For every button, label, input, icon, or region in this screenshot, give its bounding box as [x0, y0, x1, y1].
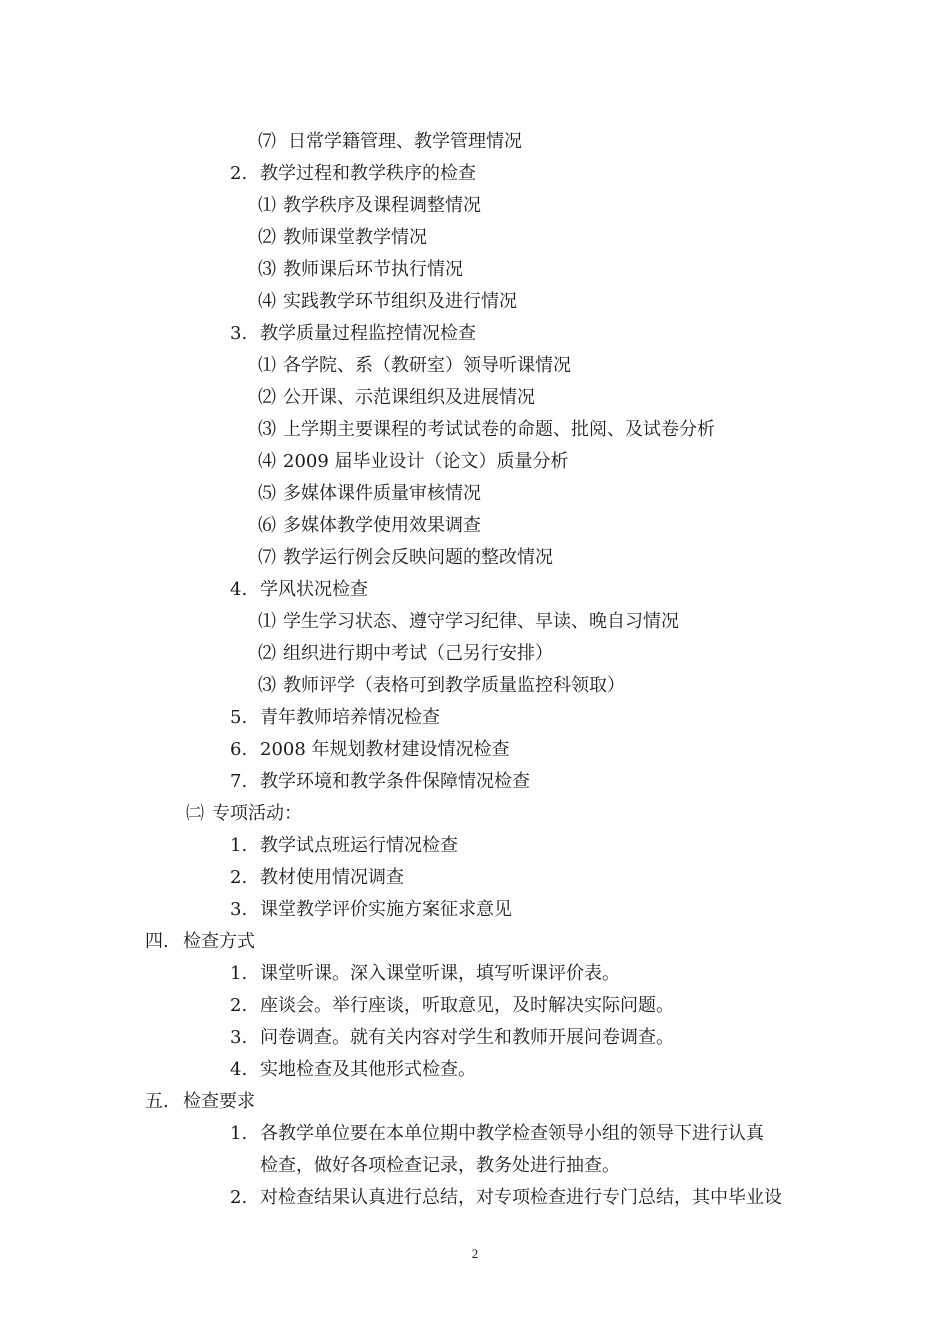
item-text: 公开课、示范课组织及进展情况	[283, 387, 535, 408]
item-text: 课堂听课。深入课堂听课，填写听课评价表。	[260, 963, 620, 984]
item-marker: 五.	[145, 1091, 169, 1112]
item-text: 2009 届毕业设计（论文）质量分析	[283, 451, 569, 472]
item-text: 问卷调查。就有关内容对学生和教师开展问卷调查。	[260, 1027, 674, 1048]
item-text: 教师课后环节执行情况	[283, 259, 463, 280]
item-marker: 2.	[230, 995, 248, 1016]
item-marker: ⑶	[258, 419, 276, 440]
item-text: 实地检查及其他形式检查。	[260, 1059, 476, 1080]
item-marker: ⑴	[258, 611, 276, 632]
item-text: 实践教学环节组织及进行情况	[283, 291, 517, 312]
item-marker: ⑸	[258, 483, 276, 504]
item-marker: 3.	[230, 323, 248, 344]
item-marker: 4.	[230, 1059, 248, 1080]
list-item	[230, 738, 510, 762]
item-marker: ⑵	[258, 387, 276, 408]
item-marker: 1.	[230, 1123, 248, 1144]
item-text: 多媒体教学使用效果调查	[283, 515, 481, 536]
item-marker: ⑺	[258, 131, 276, 152]
item-marker: 5.	[230, 707, 248, 728]
list-item	[230, 866, 404, 890]
section-heading	[145, 1090, 255, 1114]
list-item	[258, 386, 535, 410]
list-item	[258, 290, 517, 314]
item-marker: 1.	[230, 835, 248, 856]
item-marker: 6.	[230, 739, 248, 760]
list-item	[230, 1186, 782, 1210]
item-marker: ㈡	[186, 803, 204, 824]
list-item	[230, 1122, 764, 1146]
item-text: 2008 年规划教材建设情况检查	[260, 739, 510, 760]
item-text: 教学试点班运行情况检查	[260, 835, 458, 856]
list-item	[230, 834, 458, 858]
list-item	[258, 354, 571, 378]
list-item	[258, 450, 569, 474]
item-text: 座谈会。举行座谈，听取意见，及时解决实际问题。	[260, 995, 674, 1016]
item-text: 教学过程和教学秩序的检查	[260, 163, 476, 184]
list-item	[230, 578, 368, 602]
list-item	[258, 226, 427, 250]
item-text: 学生学习状态、遵守学习纪律、早读、晚自习情况	[283, 611, 679, 632]
item-marker: ⑶	[258, 675, 276, 696]
item-marker: ⑺	[258, 547, 276, 568]
list-item	[258, 258, 463, 282]
item-text: 教材使用情况调查	[260, 867, 404, 888]
section-heading	[145, 930, 255, 954]
list-item	[258, 514, 481, 538]
item-text: 教学环境和教学条件保障情况检查	[260, 771, 530, 792]
item-text: 各学院、系（教研室）领导听课情况	[283, 355, 571, 376]
item-text: 各教学单位要在本单位期中教学检查领导小组的领导下进行认真	[260, 1123, 764, 1144]
list-item	[230, 1026, 674, 1050]
item-marker: 1.	[230, 963, 248, 984]
list-item	[258, 482, 481, 506]
section-heading	[186, 802, 302, 826]
item-text: 教学运行例会反映问题的整改情况	[283, 547, 553, 568]
item-text: 检查要求	[183, 1091, 255, 1112]
list-item	[258, 610, 679, 634]
list-item	[230, 706, 440, 730]
list-item	[230, 962, 620, 986]
item-marker: 2.	[230, 867, 248, 888]
list-item	[258, 194, 481, 218]
list-item	[230, 770, 530, 794]
item-text: 专项活动：	[212, 803, 302, 824]
item-marker: ⑴	[258, 195, 276, 216]
list-item	[258, 418, 715, 442]
item-marker: 4.	[230, 579, 248, 600]
list-item	[230, 162, 476, 186]
item-text: 对检查结果认真进行总结，对专项检查进行专门总结，其中毕业设	[260, 1187, 782, 1208]
item-marker: ⑹	[258, 515, 276, 536]
list-item	[230, 1058, 476, 1082]
item-text: 检查方式	[183, 931, 255, 952]
item-marker: 2.	[230, 163, 248, 184]
item-marker: ⑵	[258, 227, 276, 248]
item-marker: ⑴	[258, 355, 276, 376]
item-text: 检查，做好各项检查记录，教务处进行抽查。	[260, 1155, 620, 1176]
list-item	[230, 322, 476, 346]
item-marker: ⑷	[258, 291, 276, 312]
item-text: 教师评学（表格可到教学质量监控科领取）	[283, 675, 625, 696]
item-text: 组织进行期中考试（己另行安排）	[283, 643, 553, 664]
list-item	[258, 674, 625, 698]
item-text: 学风状况检查	[260, 579, 368, 600]
item-text: 教师课堂教学情况	[283, 227, 427, 248]
list-item-continuation	[230, 1154, 620, 1178]
page-number: 2	[471, 1246, 479, 1261]
list-item	[258, 546, 553, 570]
item-marker: 3.	[230, 1027, 248, 1048]
item-marker: ⑶	[258, 259, 276, 280]
item-marker: 四.	[145, 931, 169, 952]
item-text: 课堂教学评价实施方案征求意见	[260, 899, 512, 920]
item-text: 多媒体课件质量审核情况	[283, 483, 481, 504]
item-marker: ⑷	[258, 451, 276, 472]
item-text: 日常学籍管理、教学管理情况	[288, 131, 522, 152]
list-item	[258, 130, 522, 154]
item-text: 青年教师培养情况检查	[260, 707, 440, 728]
list-item	[230, 994, 674, 1018]
item-text: 上学期主要课程的考试试卷的命题、批阅、及试卷分析	[283, 419, 715, 440]
item-marker: ⑵	[258, 643, 276, 664]
list-item	[258, 642, 553, 666]
list-item	[230, 898, 512, 922]
item-marker: 3.	[230, 899, 248, 920]
item-text: 教学质量过程监控情况检查	[260, 323, 476, 344]
item-marker: 7.	[230, 771, 248, 792]
item-marker: 2.	[230, 1187, 248, 1208]
item-text: 教学秩序及课程调整情况	[283, 195, 481, 216]
